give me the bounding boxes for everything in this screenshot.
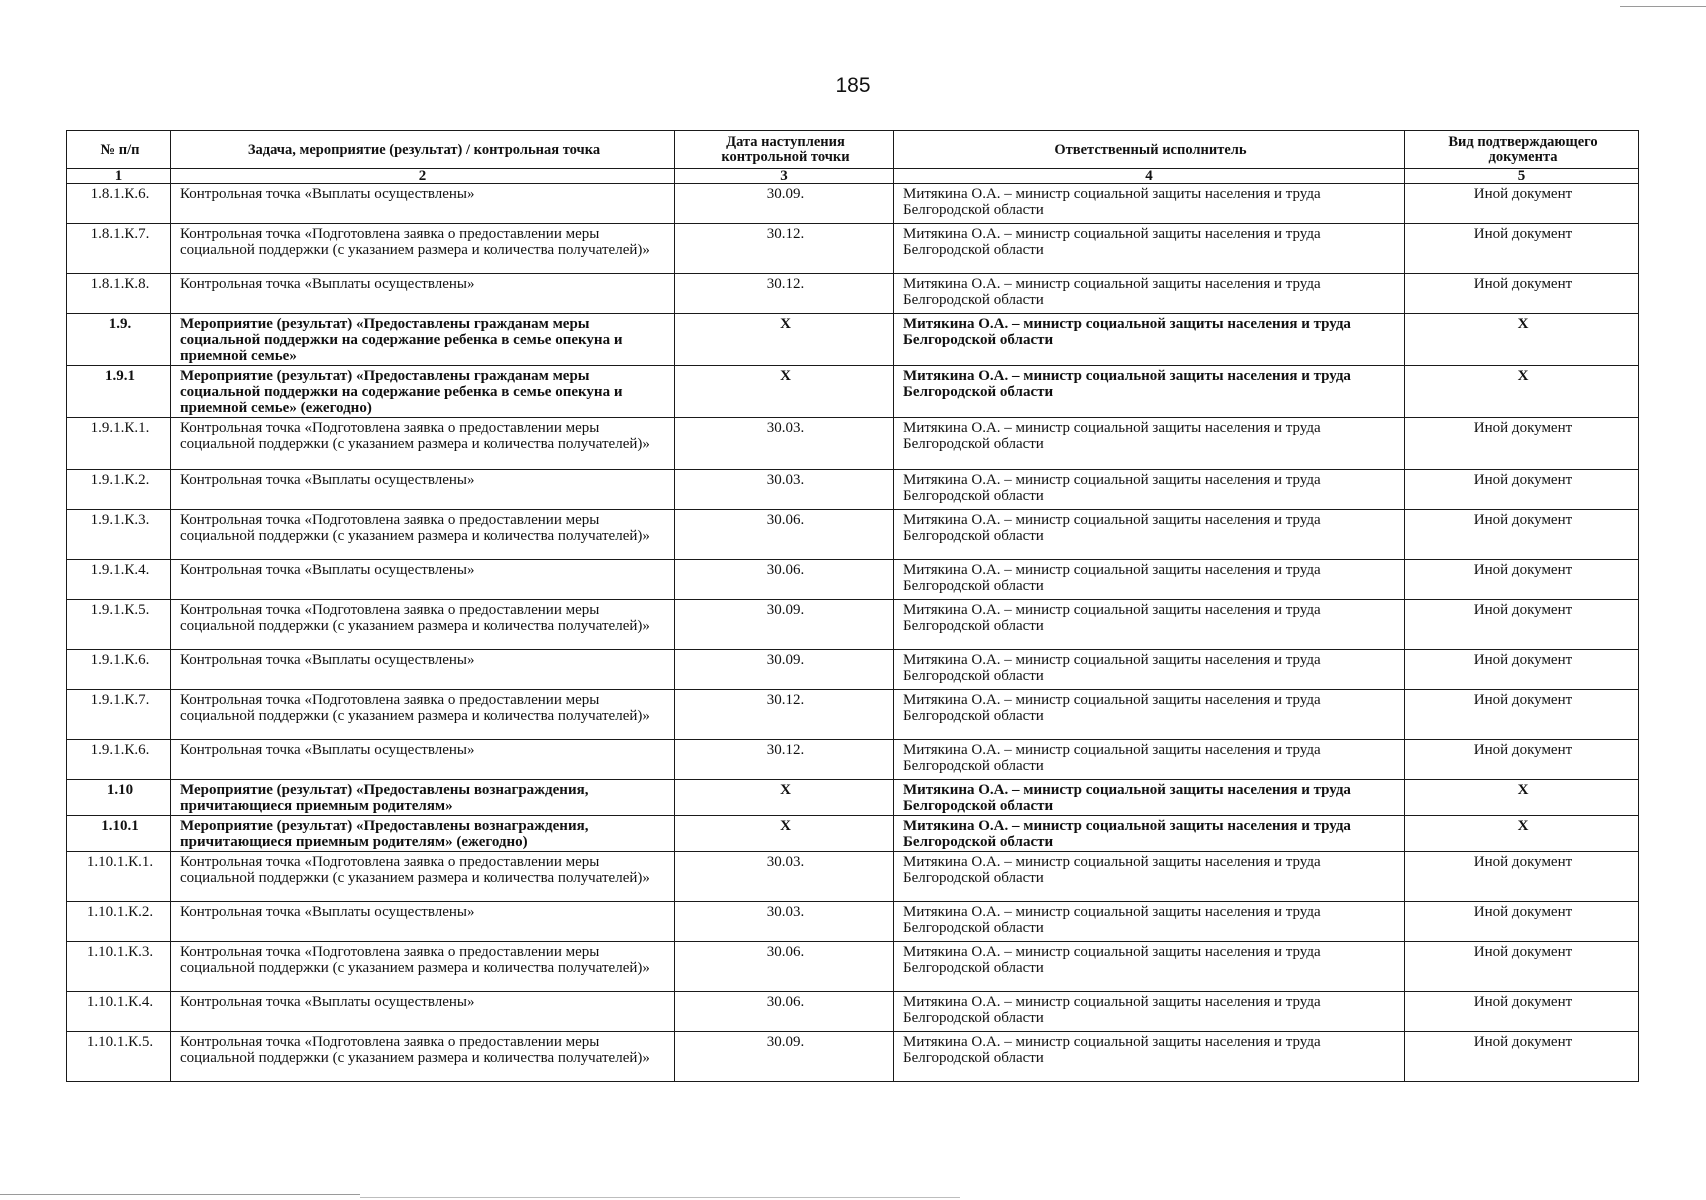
header-task: Задача, мероприятие (результат) / контрольная точка	[171, 131, 675, 169]
header-executor: Ответственный исполнитель	[894, 131, 1405, 169]
row-document-type: Иной документ	[1405, 418, 1639, 470]
row-executor: Митякина О.А. – министр социальной защиты населения и труда Белгородской области	[894, 902, 1405, 942]
row-task: Контрольная точка «Выплаты осуществлены»	[171, 184, 675, 224]
row-number: 1.9.1.К.2.	[67, 470, 171, 510]
row-number: 1.9.1.К.6.	[67, 650, 171, 690]
row-date: 30.09.	[675, 650, 894, 690]
row-executor: Митякина О.А. – министр социальной защиты населения и труда Белгородской области	[894, 510, 1405, 560]
row-number: 1.9.1.К.6.	[67, 740, 171, 780]
column-number: 4	[894, 169, 1405, 184]
scan-edge-top-right	[1620, 6, 1706, 7]
table-body	[67, 184, 1639, 1082]
row-document-type: Иной документ	[1405, 650, 1639, 690]
row-document-type: Иной документ	[1405, 470, 1639, 510]
row-number: 1.9.1.К.1.	[67, 418, 171, 470]
table-row	[67, 510, 1639, 560]
row-document-type: Иной документ	[1405, 902, 1639, 942]
table-row	[67, 274, 1639, 314]
table-row	[67, 992, 1639, 1032]
row-task: Контрольная точка «Выплаты осуществлены»	[171, 902, 675, 942]
row-document-type: Иной документ	[1405, 852, 1639, 902]
row-document-type: Иной документ	[1405, 942, 1639, 992]
row-document-type: Иной документ	[1405, 992, 1639, 1032]
row-document-type: Иной документ	[1405, 1032, 1639, 1082]
row-date: X	[675, 314, 894, 366]
header-date: Дата наступления контрольной точки	[675, 131, 894, 169]
row-executor: Митякина О.А. – министр социальной защиты населения и труда Белгородской области	[894, 470, 1405, 510]
row-task: Контрольная точка «Подготовлена заявка о предоставлении меры социальной поддержки (с указанием размера и количества получателей)»	[171, 600, 675, 650]
row-date: 30.09.	[675, 1032, 894, 1082]
row-number: 1.10.1.К.4.	[67, 992, 171, 1032]
row-executor: Митякина О.А. – министр социальной защиты населения и труда Белгородской области	[894, 942, 1405, 992]
table-row	[67, 600, 1639, 650]
row-number: 1.9.	[67, 314, 171, 366]
row-document-type: Иной документ	[1405, 224, 1639, 274]
row-executor: Митякина О.А. – министр социальной защиты населения и труда Белгородской области	[894, 650, 1405, 690]
row-task: Мероприятие (результат) «Предоставлены гражданам меры социальной поддержки на содержание ребенка в семье опекуна и приемной семье» (ежегодно)	[171, 366, 675, 418]
row-task: Контрольная точка «Выплаты осуществлены»	[171, 992, 675, 1032]
row-date: 30.06.	[675, 560, 894, 600]
row-executor: Митякина О.А. – министр социальной защиты населения и труда Белгородской области	[894, 740, 1405, 780]
row-date: 30.09.	[675, 184, 894, 224]
row-date: X	[675, 780, 894, 816]
scan-edge-bottom-mid	[360, 1197, 960, 1198]
row-number: 1.8.1.К.8.	[67, 274, 171, 314]
row-document-type: X	[1405, 816, 1639, 852]
row-task: Мероприятие (результат) «Предоставлены гражданам меры социальной поддержки на содержание ребенка в семье опекуна и приемной семье»	[171, 314, 675, 366]
row-date: 30.03.	[675, 470, 894, 510]
row-number: 1.9.1	[67, 366, 171, 418]
table-row	[67, 852, 1639, 902]
row-date: 30.03.	[675, 902, 894, 942]
row-task: Контрольная точка «Подготовлена заявка о предоставлении меры социальной поддержки (с указанием размера и количества получателей)»	[171, 942, 675, 992]
row-executor: Митякина О.А. – министр социальной защиты населения и труда Белгородской области	[894, 418, 1405, 470]
row-document-type: Иной документ	[1405, 184, 1639, 224]
row-number: 1.10.1	[67, 816, 171, 852]
row-task: Мероприятие (результат) «Предоставлены вознаграждения, причитающиеся приемным родителям»	[171, 780, 675, 816]
row-document-type: X	[1405, 780, 1639, 816]
row-number: 1.8.1.К.6.	[67, 184, 171, 224]
row-date: X	[675, 366, 894, 418]
row-task: Контрольная точка «Подготовлена заявка о предоставлении меры социальной поддержки (с указанием размера и количества получателей)»	[171, 690, 675, 740]
row-document-type: Иной документ	[1405, 560, 1639, 600]
row-executor: Митякина О.А. – министр социальной защиты населения и труда Белгородской области	[894, 600, 1405, 650]
row-task: Контрольная точка «Подготовлена заявка о предоставлении меры социальной поддержки (с указанием размера и количества получателей)»	[171, 1032, 675, 1082]
row-date: X	[675, 816, 894, 852]
row-task: Контрольная точка «Выплаты осуществлены»	[171, 560, 675, 600]
page-number: 185	[835, 74, 871, 97]
row-executor: Митякина О.А. – министр социальной защиты населения и труда Белгородской области	[894, 690, 1405, 740]
column-number: 2	[171, 169, 675, 184]
table-header-row	[67, 131, 1639, 169]
row-date: 30.06.	[675, 510, 894, 560]
row-executor: Митякина О.А. – министр социальной защиты населения и труда Белгородской области	[894, 852, 1405, 902]
row-date: 30.03.	[675, 418, 894, 470]
header-doc: Вид подтверждающего документа	[1405, 131, 1639, 169]
row-task: Контрольная точка «Подготовлена заявка о предоставлении меры социальной поддержки (с указанием размера и количества получателей)»	[171, 510, 675, 560]
column-number-row	[67, 169, 1639, 184]
table-row-measure	[67, 314, 1639, 366]
table-row-measure	[67, 366, 1639, 418]
row-number: 1.8.1.К.7.	[67, 224, 171, 274]
row-task: Контрольная точка «Выплаты осуществлены»	[171, 650, 675, 690]
row-date: 30.09.	[675, 600, 894, 650]
row-number: 1.10.1.К.1.	[67, 852, 171, 902]
row-task: Контрольная точка «Выплаты осуществлены»	[171, 274, 675, 314]
row-task: Контрольная точка «Подготовлена заявка о предоставлении меры социальной поддержки (с указанием размера и количества получателей)»	[171, 224, 675, 274]
row-executor: Митякина О.А. – министр социальной защиты населения и труда Белгородской области	[894, 1032, 1405, 1082]
table-row	[67, 470, 1639, 510]
table-row	[67, 1032, 1639, 1082]
header-num: № п/п	[67, 131, 171, 169]
row-number: 1.10.1.К.3.	[67, 942, 171, 992]
table-row	[67, 418, 1639, 470]
row-executor: Митякина О.А. – министр социальной защиты населения и труда Белгородской области	[894, 314, 1405, 366]
row-task: Мероприятие (результат) «Предоставлены вознаграждения, причитающиеся приемным родителям» (ежегодно)	[171, 816, 675, 852]
row-document-type: Иной документ	[1405, 274, 1639, 314]
row-number: 1.10	[67, 780, 171, 816]
table-row	[67, 560, 1639, 600]
row-date: 30.12.	[675, 224, 894, 274]
row-date: 30.12.	[675, 740, 894, 780]
row-task: Контрольная точка «Подготовлена заявка о предоставлении меры социальной поддержки (с указанием размера и количества получателей)»	[171, 852, 675, 902]
column-number: 3	[675, 169, 894, 184]
row-executor: Митякина О.А. – министр социальной защиты населения и труда Белгородской области	[894, 274, 1405, 314]
row-document-type: X	[1405, 314, 1639, 366]
table-row	[67, 690, 1639, 740]
row-document-type: X	[1405, 366, 1639, 418]
row-document-type: Иной документ	[1405, 510, 1639, 560]
table-row	[67, 740, 1639, 780]
table-row	[67, 902, 1639, 942]
row-task: Контрольная точка «Выплаты осуществлены»	[171, 740, 675, 780]
row-date: 30.12.	[675, 274, 894, 314]
row-number: 1.10.1.К.5.	[67, 1032, 171, 1082]
row-executor: Митякина О.А. – министр социальной защиты населения и труда Белгородской области	[894, 224, 1405, 274]
row-task: Контрольная точка «Выплаты осуществлены»	[171, 470, 675, 510]
table-row	[67, 184, 1639, 224]
row-document-type: Иной документ	[1405, 690, 1639, 740]
row-number: 1.9.1.К.5.	[67, 600, 171, 650]
schedule-table	[66, 130, 1639, 1082]
row-executor: Митякина О.А. – министр социальной защиты населения и труда Белгородской области	[894, 184, 1405, 224]
row-number: 1.10.1.К.2.	[67, 902, 171, 942]
table-row-measure	[67, 780, 1639, 816]
row-number: 1.9.1.К.3.	[67, 510, 171, 560]
column-number: 1	[67, 169, 171, 184]
row-executor: Митякина О.А. – министр социальной защиты населения и труда Белгородской области	[894, 992, 1405, 1032]
row-document-type: Иной документ	[1405, 600, 1639, 650]
row-executor: Митякина О.А. – министр социальной защиты населения и труда Белгородской области	[894, 366, 1405, 418]
table-row	[67, 224, 1639, 274]
row-date: 30.03.	[675, 852, 894, 902]
row-task: Контрольная точка «Подготовлена заявка о предоставлении меры социальной поддержки (с указанием размера и количества получателей)»	[171, 418, 675, 470]
row-document-type: Иной документ	[1405, 740, 1639, 780]
scan-edge-bottom-left	[0, 1194, 360, 1195]
row-executor: Митякина О.А. – министр социальной защиты населения и труда Белгородской области	[894, 560, 1405, 600]
row-date: 30.12.	[675, 690, 894, 740]
table-row	[67, 650, 1639, 690]
column-number: 5	[1405, 169, 1639, 184]
row-executor: Митякина О.А. – министр социальной защиты населения и труда Белгородской области	[894, 816, 1405, 852]
table-row	[67, 942, 1639, 992]
row-date: 30.06.	[675, 942, 894, 992]
row-number: 1.9.1.К.7.	[67, 690, 171, 740]
table-row-measure	[67, 816, 1639, 852]
row-number: 1.9.1.К.4.	[67, 560, 171, 600]
row-date: 30.06.	[675, 992, 894, 1032]
row-executor: Митякина О.А. – министр социальной защиты населения и труда Белгородской области	[894, 780, 1405, 816]
